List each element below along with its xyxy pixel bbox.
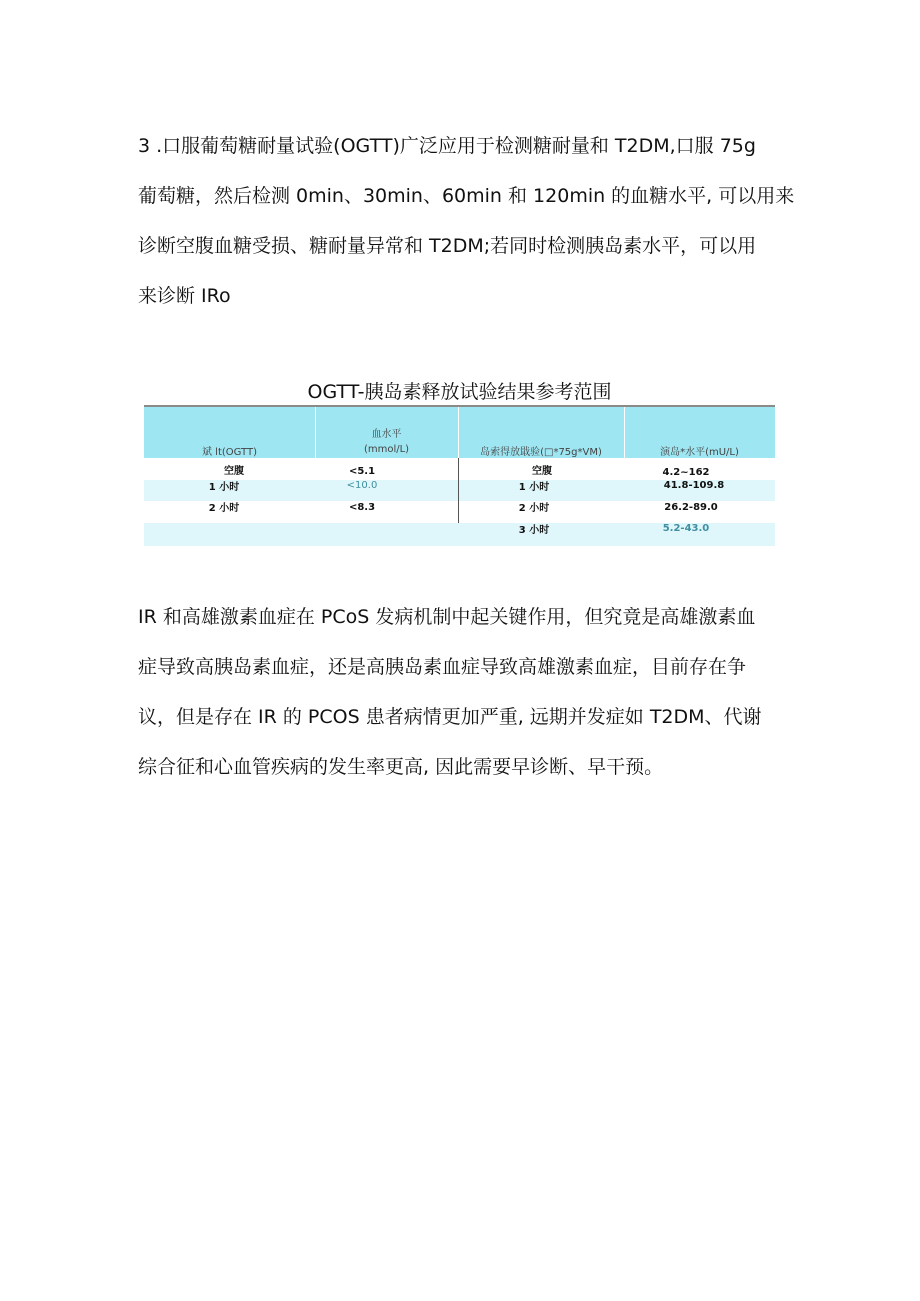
- column-divider: [458, 458, 459, 523]
- header-col-insulin-test: 岛索得放戢验(□*75g*VM): [480, 447, 602, 458]
- header-col-glucose-line2: (mmol/L): [363, 444, 410, 455]
- text-line: IR 和高雄激素血症在 PCoS 发病机制中起关键作用，但究竟是高雄激素血: [138, 606, 756, 628]
- left-row-label: 1 小时: [208, 482, 240, 493]
- ogtt-paragraph: [138, 121, 795, 321]
- reference-table: [144, 405, 775, 546]
- right-row-label: 2 小时: [518, 503, 550, 514]
- right-row-label: 3 小时: [518, 525, 550, 536]
- text-line: 综合征和心血管疾病的发生率更高, 因此需要早诊断、早干预。: [138, 756, 664, 778]
- text-line: 来诊断 IRo: [138, 285, 231, 307]
- left-row-label: 空腹: [224, 466, 244, 477]
- table-title: OGTT-胰岛素释放试验结果参考范围: [307, 381, 612, 403]
- text-line: 葡萄糖，然后检测 0min、30min、60min 和 120min 的血糖水平, 可以用来: [138, 185, 795, 207]
- header-col-glucose-line1: 血水平: [371, 429, 402, 440]
- pcos-paragraph: [138, 592, 788, 792]
- left-row-value: <10.0: [346, 480, 378, 491]
- text-line: 议，但是存在 IR 的 PCOS 患者病情更加严重, 远期并发症如 T2DM、代谢: [138, 706, 762, 728]
- left-row-label: 2 小时: [208, 503, 240, 514]
- right-row-value: 5.2-43.0: [662, 523, 710, 534]
- header-col-ogtt: 斌 lt(OGTT): [202, 447, 257, 458]
- left-row-value: <5.1: [348, 466, 376, 477]
- right-row-value: 41.8-109.8: [663, 480, 725, 491]
- right-row-label: 空腹: [532, 466, 552, 477]
- right-row-value: 26.2-89.0: [664, 502, 718, 513]
- text-line: 3 .口服葡萄糖耐量试验(OGTT)广泛应用于检测糖耐量和 T2DM,口服 75g: [138, 135, 756, 157]
- left-row-value: <8.3: [348, 502, 376, 513]
- text-line: 诊断空腹血糖受损、糖耐量异常和 T2DM;若同时检测胰岛素水平，可以用: [138, 235, 757, 257]
- header-col-insulin-level: 演岛*水平(mU/L): [660, 447, 739, 458]
- text-line: 症导致高胰岛素血症，还是高胰岛素血症导致高雄激素血症，目前存在争: [138, 656, 747, 678]
- right-row-label: 1 小时: [518, 482, 550, 493]
- right-row-value: 4.2~162: [662, 467, 710, 478]
